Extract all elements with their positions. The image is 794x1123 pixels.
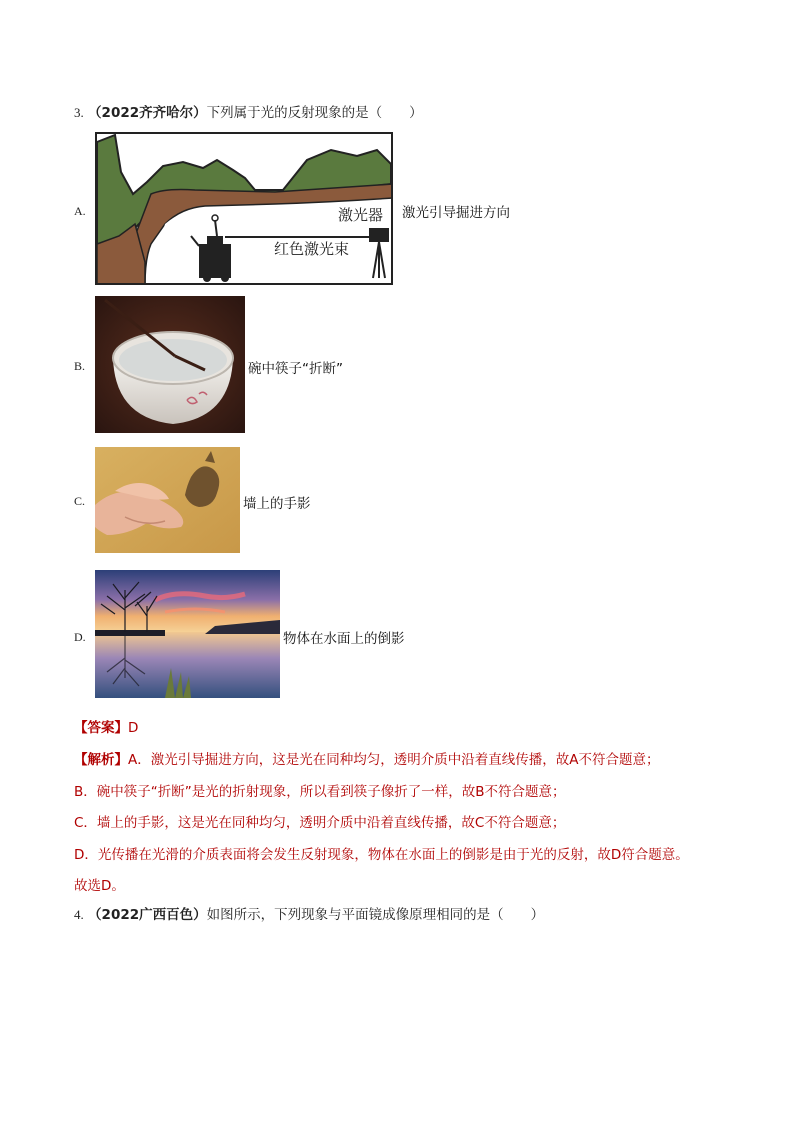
- option-b-caption: 碗中筷子“折断”: [248, 361, 343, 377]
- option-a-caption: 激光引导掘进方向: [402, 205, 510, 221]
- option-d-image: [95, 570, 280, 698]
- analysis-line-1: [74, 748, 659, 768]
- option-c-caption: 墙上的手影: [243, 496, 311, 512]
- beam-label: 红色激光束: [274, 240, 350, 258]
- option-a-letter: A.: [74, 204, 86, 218]
- option-c-image: [95, 447, 240, 553]
- analysis-line-2: B．碗中筷子“折断”是光的折射现象，所以看到筷子像折了一样，故B不符合题意；: [74, 784, 566, 800]
- question-3-header: [74, 101, 423, 121]
- question-source: （2022齐齐哈尔）: [88, 105, 207, 121]
- analysis-line-4: D．光传播在光滑的介质表面将会发生反射现象，物体在水面上的倒影是由于光的反射，故D符合题意。: [74, 847, 689, 863]
- answer-value: D: [128, 720, 139, 736]
- question-source: （2022广西百色）: [88, 907, 207, 923]
- answer-line: [74, 716, 138, 736]
- answer-label: 【答案】: [74, 720, 128, 736]
- analysis-text: A．激光引导掘进方向，这是光在同种均匀，透明介质中沿着直线传播，故A不符合题意；: [128, 752, 660, 768]
- analysis-line-3: C．墙上的手影，这是光在同种均匀，透明介质中沿着直线传播，故C不符合题意；: [74, 815, 566, 831]
- laser-label: 激光器: [338, 206, 384, 224]
- question-4-header: [74, 903, 544, 923]
- analysis-label: 【解析】: [74, 752, 128, 768]
- question-stem: 下列属于光的反射现象的是（ ）: [206, 105, 423, 121]
- option-b-letter: B.: [74, 359, 86, 373]
- question-number: 4.: [74, 907, 84, 922]
- option-d-caption: 物体在水面上的倒影: [283, 631, 405, 647]
- option-d-letter: D.: [74, 630, 86, 644]
- question-number: 3.: [74, 105, 84, 120]
- option-c-letter: C.: [74, 494, 86, 508]
- question-stem: 如图所示，下列现象与平面镜成像原理相同的是（ ）: [206, 907, 545, 923]
- analysis-line-5: 故选D。: [74, 878, 125, 894]
- option-b-image: [95, 296, 245, 433]
